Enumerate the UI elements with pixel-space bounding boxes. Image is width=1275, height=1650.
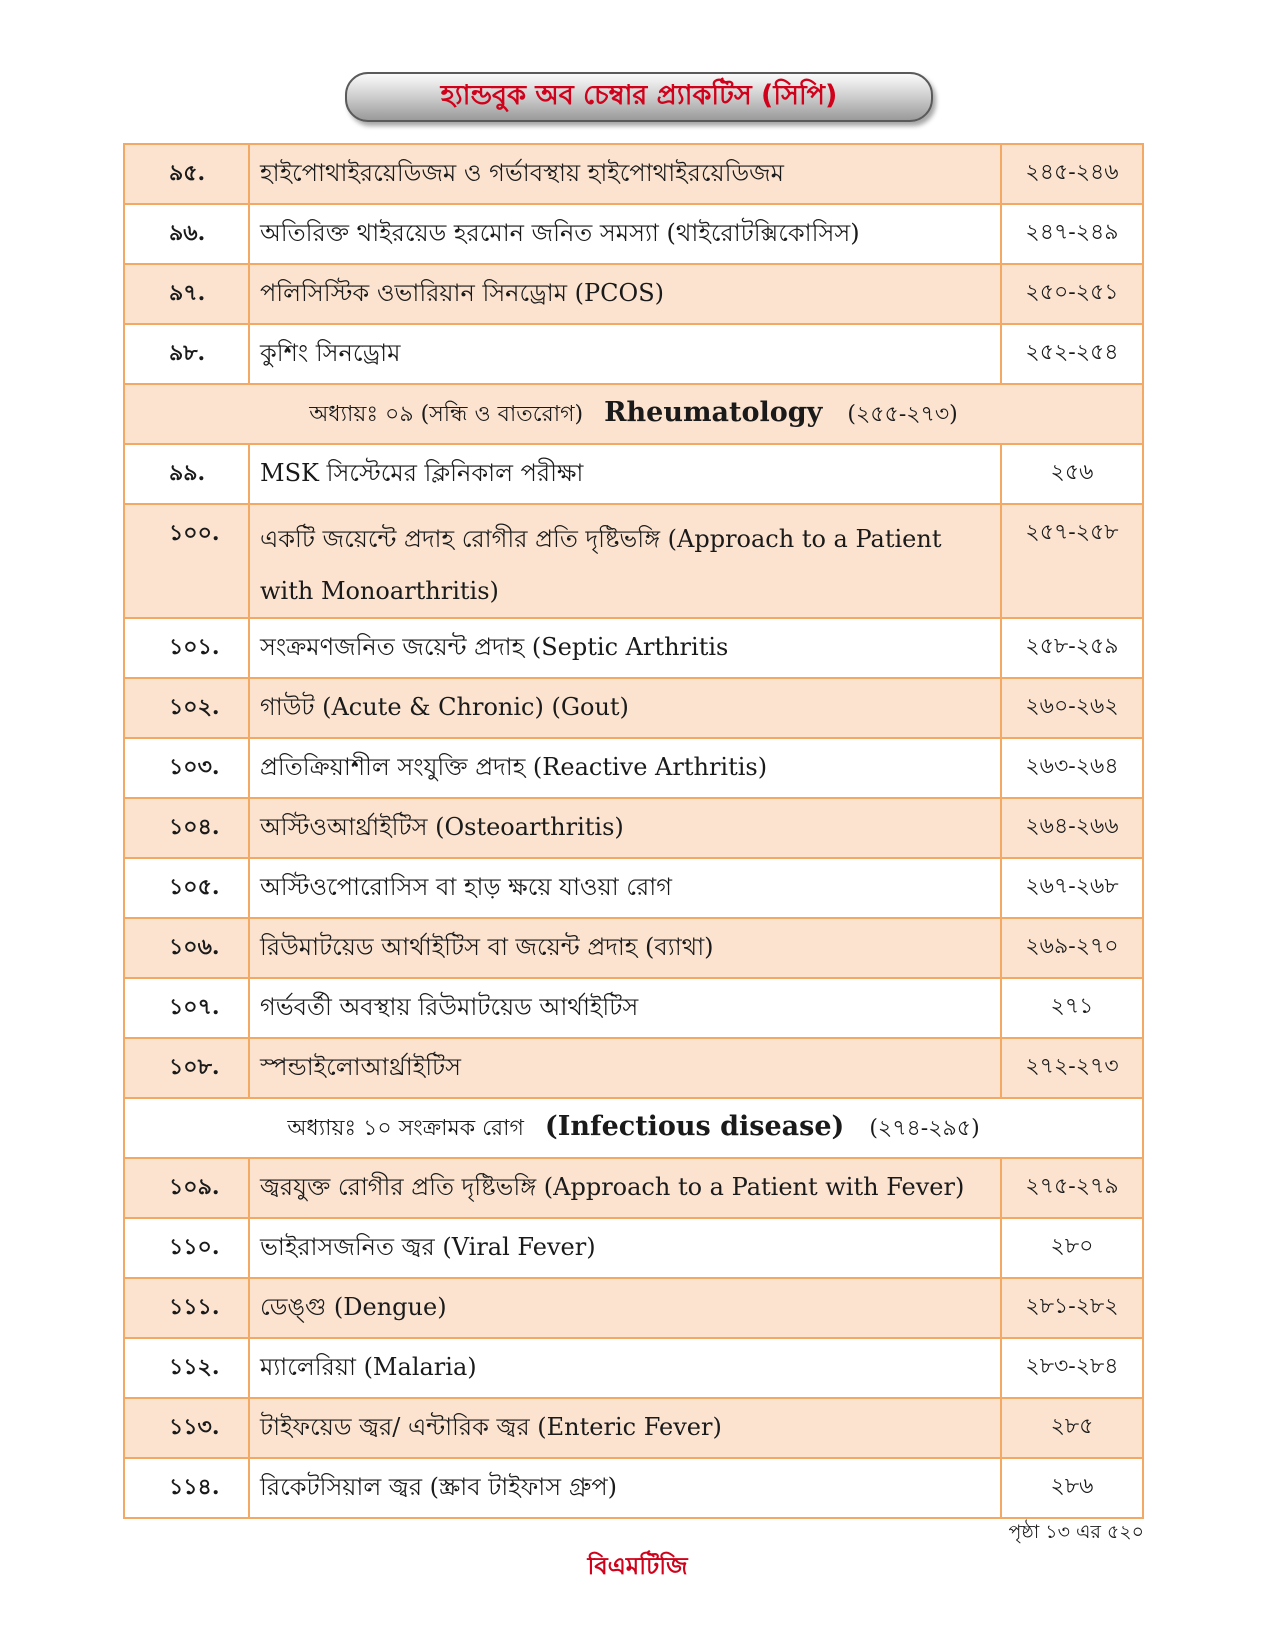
entry-number: ৯৬. <box>124 204 249 264</box>
chapter-bn: অধ্যায়ঃ ১০ সংক্রামক রোগ <box>287 1116 524 1141</box>
entry-pages: ২৪৫-২৪৬ <box>1001 144 1143 204</box>
entry-pages: ২৭২-২৭৩ <box>1001 1038 1143 1098</box>
entry-title: টাইফয়েড জ্বর/ এন্টারিক জ্বর (Enteric Fever) <box>249 1398 1001 1458</box>
table-row[interactable] <box>124 1218 1143 1278</box>
table-row[interactable] <box>124 1398 1143 1458</box>
entry-title: গর্ভবর্তী অবস্থায় রিউমাটয়েড আর্থাইটিস <box>249 978 1001 1038</box>
entry-title: অস্টিওপোরোসিস বা হাড় ক্ষয়ে যাওয়া রোগ <box>249 858 1001 918</box>
entry-number: ৯৮. <box>124 324 249 384</box>
entry-pages: ২৫৭-২৫৮ <box>1001 504 1143 618</box>
entry-number: ১০৬. <box>124 918 249 978</box>
table-row[interactable] <box>124 1458 1143 1518</box>
entry-pages: ২৭৫-২৭৯ <box>1001 1158 1143 1218</box>
table-row[interactable] <box>124 1278 1143 1338</box>
entry-pages: ২৪৭-২৪৯ <box>1001 204 1143 264</box>
table-row[interactable] <box>124 444 1143 504</box>
page-number: পৃষ্ঠা ১৩ এর ৫২০ <box>1008 1521 1144 1543</box>
entry-title: ডেঙ্গু (Dengue) <box>249 1278 1001 1338</box>
table-row[interactable] <box>124 798 1143 858</box>
chapter-bn: অধ্যায়ঃ ০৯ (সন্ধি ও বাতরোগ) <box>309 402 584 427</box>
chapter-en: (Infectious disease) <box>544 1111 845 1142</box>
entry-title: গাউট (Acute & Chronic) (Gout) <box>249 678 1001 738</box>
entry-title: MSK সিস্টেমের ক্লিনিকাল পরীক্ষা <box>249 444 1001 504</box>
entry-pages: ২৬৯-২৭০ <box>1001 918 1143 978</box>
table-row[interactable] <box>124 678 1143 738</box>
chapter-row <box>124 1098 1143 1158</box>
entry-title: ম্যালেরিয়া (Malaria) <box>249 1338 1001 1398</box>
entry-pages: ২৬৪-২৬৬ <box>1001 798 1143 858</box>
table-row[interactable] <box>124 1038 1143 1098</box>
chapter-row <box>124 384 1143 444</box>
table-row[interactable] <box>124 738 1143 798</box>
entry-number: ১০০. <box>124 504 249 618</box>
table-row[interactable] <box>124 858 1143 918</box>
table-of-contents <box>123 143 1144 1519</box>
entry-title: একটি জয়েন্টে প্রদাহ রোগীর প্রতি দৃষ্টিভঙ্গি (Approach to a Patient with Monoarthritis) <box>249 504 1001 618</box>
table-row[interactable] <box>124 504 1143 618</box>
entry-pages: ২৬০-২৬২ <box>1001 678 1143 738</box>
table-row[interactable] <box>124 324 1143 384</box>
entry-number: ৯৯. <box>124 444 249 504</box>
entry-pages: ২৮১-২৮২ <box>1001 1278 1143 1338</box>
entry-pages: ২৫২-২৫৪ <box>1001 324 1143 384</box>
table-row[interactable] <box>124 1158 1143 1218</box>
entry-title: প্রতিক্রিয়াশীল সংযুক্তি প্রদাহ (Reactive Arthritis) <box>249 738 1001 798</box>
chapter-en: Rheumatology <box>604 397 823 428</box>
entry-number: ১০৫. <box>124 858 249 918</box>
entry-number: ১১৪. <box>124 1458 249 1518</box>
table-row[interactable] <box>124 144 1143 204</box>
entry-pages: ২৭১ <box>1001 978 1143 1038</box>
entry-title: রিকেটসিয়াল জ্বর (স্ক্রাব টাইফাস গ্রুপ) <box>249 1458 1001 1518</box>
entry-number: ৯৭. <box>124 264 249 324</box>
entry-number: ১০১. <box>124 618 249 678</box>
entry-title: হাইপোথাইরয়েডিজম ও গর্ভাবস্থায় হাইপোথাইরয়েডিজম <box>249 144 1001 204</box>
entry-pages: ২৮০ <box>1001 1218 1143 1278</box>
chapter-pages: (২৭৪-২৯৫) <box>869 1116 980 1141</box>
table-row[interactable] <box>124 204 1143 264</box>
entry-number: ১১১. <box>124 1278 249 1338</box>
entry-number: ১১৩. <box>124 1398 249 1458</box>
entry-pages: ২৮৫ <box>1001 1398 1143 1458</box>
entry-number: ১০৩. <box>124 738 249 798</box>
entry-title: অস্টিওআর্থ্রাইটিস (Osteoarthritis) <box>249 798 1001 858</box>
entry-number: ৯৫. <box>124 144 249 204</box>
entry-number: ১০৯. <box>124 1158 249 1218</box>
entry-pages: ২৮৩-২৮৪ <box>1001 1338 1143 1398</box>
header-banner <box>345 72 933 122</box>
entry-pages: ২৫৮-২৫৯ <box>1001 618 1143 678</box>
entry-title: জ্বরযুক্ত রোগীর প্রতি দৃষ্টিভঙ্গি (Approach to a Patient with Fever) <box>249 1158 1001 1218</box>
entry-number: ১০৪. <box>124 798 249 858</box>
entry-title: ভাইরাসজনিত জ্বর (Viral Fever) <box>249 1218 1001 1278</box>
entry-number: ১০৮. <box>124 1038 249 1098</box>
entry-title: স্পন্ডাইলোআর্থ্রাইটিস <box>249 1038 1001 1098</box>
book-title: হ্যান্ডবুক অব চেম্বার প্র্যাকটিস (সিপি) <box>440 79 838 111</box>
table-row[interactable] <box>124 978 1143 1038</box>
entry-number: ১০৭. <box>124 978 249 1038</box>
chapter-heading <box>124 384 1143 444</box>
table-row[interactable] <box>124 264 1143 324</box>
entry-title: অতিরিক্ত থাইরয়েড হরমোন জনিত সমস্যা (থাইরোটক্সিকোসিস) <box>249 204 1001 264</box>
entry-title: রিউমাটয়েড আর্থাইটিস বা জয়েন্ট প্রদাহ (ব্যাথা) <box>249 918 1001 978</box>
entry-title: কুশিং সিনড্রোম <box>249 324 1001 384</box>
chapter-pages: (২৫৫-২৭৩) <box>847 402 958 427</box>
entry-pages: ২৮৬ <box>1001 1458 1143 1518</box>
chapter-heading <box>124 1098 1143 1158</box>
table-row[interactable] <box>124 1338 1143 1398</box>
entry-pages: ২৬৩-২৬৪ <box>1001 738 1143 798</box>
entry-number: ১১০. <box>124 1218 249 1278</box>
publisher-footer: বিএমটিজি <box>587 1552 688 1580</box>
table-row[interactable] <box>124 618 1143 678</box>
entry-pages: ২৫৬ <box>1001 444 1143 504</box>
entry-number: ১০২. <box>124 678 249 738</box>
entry-number: ১১২. <box>124 1338 249 1398</box>
entry-pages: ২৬৭-২৬৮ <box>1001 858 1143 918</box>
entry-title: সংক্রমণজনিত জয়েন্ট প্রদাহ (Septic Arthritis <box>249 618 1001 678</box>
entry-title: পলিসিস্টিক ওভারিয়ান সিনড্রোম (PCOS) <box>249 264 1001 324</box>
entry-pages: ২৫০-২৫১ <box>1001 264 1143 324</box>
table-row[interactable] <box>124 918 1143 978</box>
